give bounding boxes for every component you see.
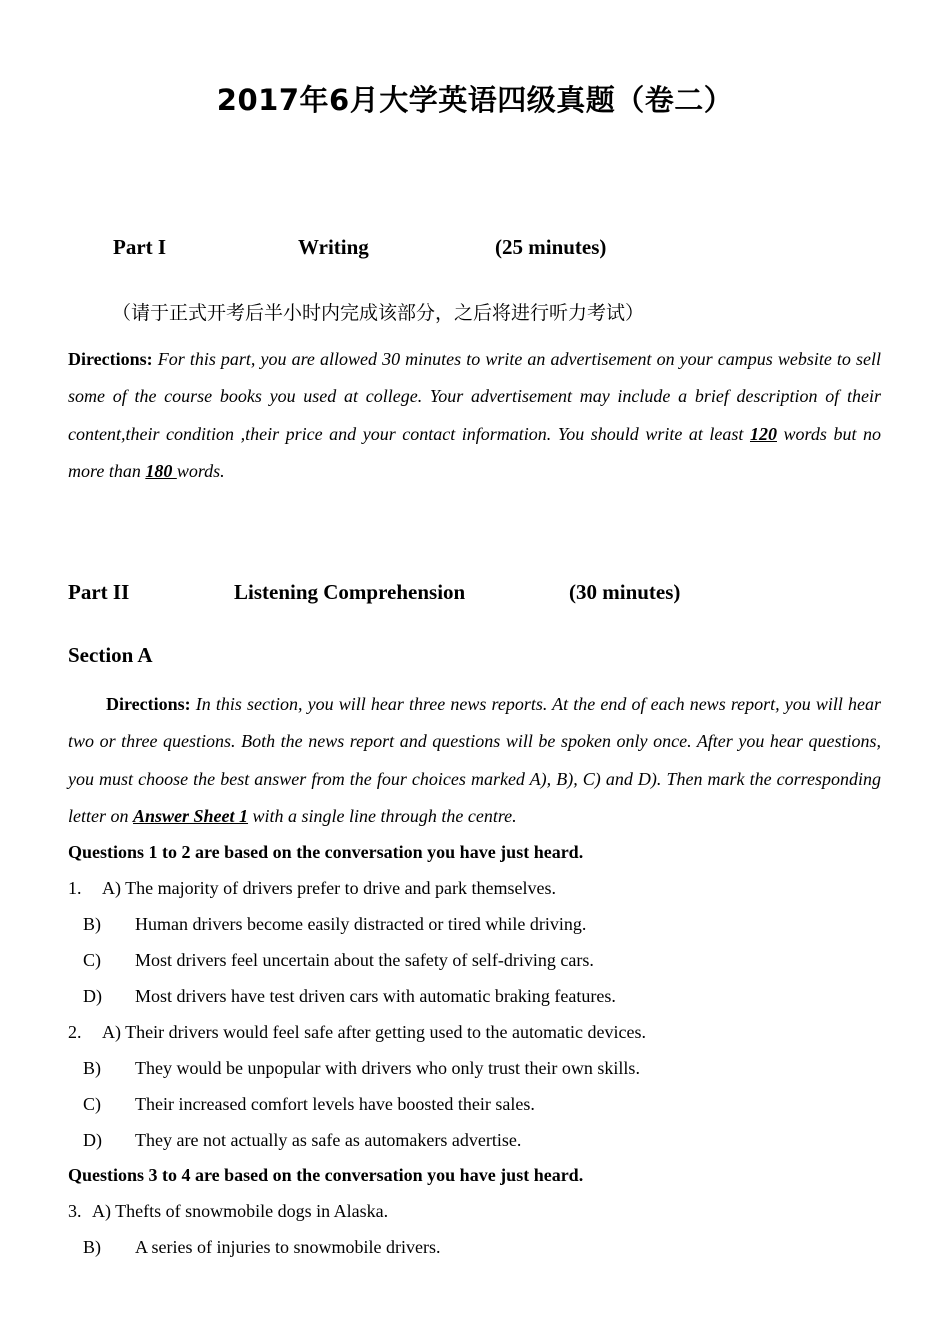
question-group-header: Questions 3 to 4 are based on the conversation you have just heard. — [68, 1165, 584, 1185]
option-c-label: C) — [83, 1094, 101, 1114]
directions-middle: words but no more than — [68, 423, 881, 481]
answer-sheet-ref: Answer Sheet 1 — [133, 805, 249, 826]
question-number: 3. — [68, 1201, 82, 1221]
directions-text: In this section, you will hear three news reports. At the end of each news report, you will hear two or three questions. Both the news report and questions will be spoken only once. After you hear questions, you must choose the best answer from the four choices marked A), B), C) and D). Then mark the corresponding letter on — [68, 694, 881, 826]
option-b-label: B) — [83, 914, 101, 934]
page-title: 2017年6月大学英语四级真题（卷二） — [216, 83, 734, 117]
option-a: A) Thefts of snowmobile dogs in Alaska. — [92, 1201, 389, 1221]
option-b-label: B) — [83, 1237, 101, 1257]
option-c-label: C) — [83, 950, 101, 970]
part2-name: Listening Comprehension — [234, 580, 466, 604]
part2-time: (30 minutes) — [569, 580, 681, 604]
part1-directions — [68, 341, 881, 490]
option-b-label: B) — [83, 1058, 101, 1078]
directions-label: Directions: — [68, 349, 153, 369]
part1-time: (25 minutes) — [495, 235, 607, 259]
option-a: A) Their drivers would feel safe after getting used to the automatic devices. — [102, 1022, 646, 1042]
option-b: They would be unpopular with drivers who only trust their own skills. — [135, 1058, 640, 1078]
directions-end: with a single line through the centre. — [248, 805, 517, 826]
question-number: 2. — [68, 1022, 82, 1042]
directions-text: For this part, you are allowed 30 minutes to write an advertisement on your campus website to sell some of the course books you used at college. Your advertisement may include a brief description of their content,their condition ,their price and your contact information. You should write at least — [68, 349, 881, 444]
question-group-header: Questions 1 to 2 are based on the conversation you have just heard. — [68, 842, 584, 862]
part1-label: Part I — [113, 235, 167, 259]
option-c: Most drivers feel uncertain about the safety of self-driving cars. — [135, 950, 594, 970]
part2-label: Part II — [68, 580, 130, 604]
max-words: 180 — [145, 460, 177, 481]
option-c: Their increased comfort levels have boosted their sales. — [135, 1094, 535, 1114]
part1-note: （请于正式开考后半小时内完成该部分，之后将进行听力考试） — [112, 302, 645, 324]
option-b: Human drivers become easily distracted or tired while driving. — [135, 914, 587, 934]
option-d-label: D) — [83, 1130, 102, 1150]
question-number: 1. — [68, 878, 82, 898]
directions-end: words. — [176, 460, 225, 481]
directions-label: Directions: — [106, 694, 191, 714]
option-d: Most drivers have test driven cars with automatic braking features. — [135, 986, 616, 1006]
part1-name: Writing — [298, 235, 369, 259]
option-d-label: D) — [83, 986, 102, 1006]
section-a-heading: Section A — [68, 643, 153, 667]
part2-directions — [68, 686, 881, 835]
option-a: A) The majority of drivers prefer to drive and park themselves. — [102, 878, 557, 898]
min-words: 120 — [749, 423, 777, 444]
option-d: They are not actually as safe as automakers advertise. — [135, 1130, 522, 1150]
option-b: A series of injuries to snowmobile drivers. — [135, 1237, 441, 1257]
